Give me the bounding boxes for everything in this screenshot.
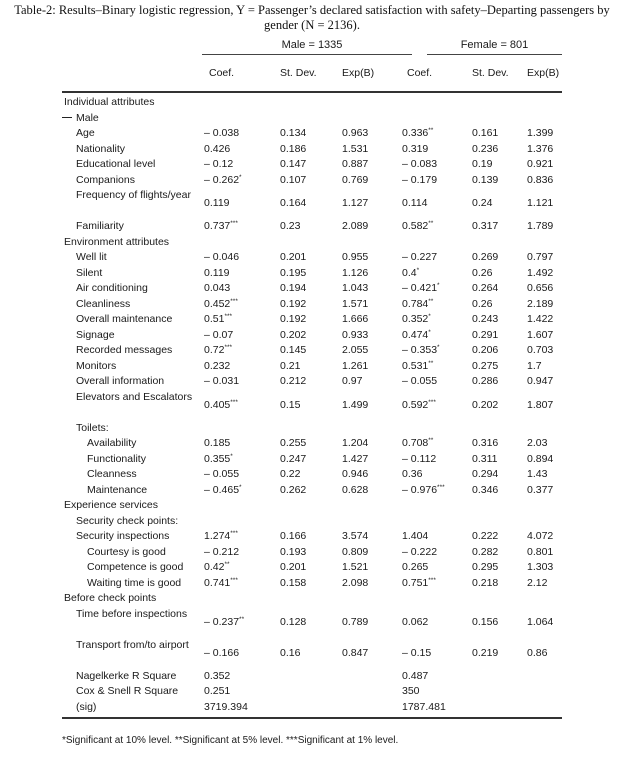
table-row bbox=[62, 591, 562, 607]
table-row bbox=[62, 235, 562, 251]
cell-male-expb: 0.847 bbox=[342, 646, 369, 659]
cell-female-coef: 0.487 bbox=[402, 669, 429, 682]
row-label: Nationality bbox=[76, 142, 126, 155]
table-row bbox=[62, 328, 562, 344]
row-label: Monitors bbox=[76, 359, 117, 372]
cell-female-expb: 1.807 bbox=[527, 398, 554, 411]
cell-male-expb: 0.628 bbox=[342, 483, 369, 496]
cell-male-stdev: 0.201 bbox=[280, 561, 307, 573]
cell-female-stdev: 0.139 bbox=[472, 173, 499, 186]
cell-male-coef: – 0.262* bbox=[204, 173, 242, 186]
cell-female-coef: – 0.227 bbox=[402, 251, 438, 263]
row-label: Overall information bbox=[76, 375, 165, 387]
cell-female-expb: 0.921 bbox=[527, 158, 554, 170]
cell-female-stdev: 0.275 bbox=[472, 359, 499, 372]
cell-male-coef: 0.043 bbox=[204, 282, 231, 294]
row-label: Recorded messages bbox=[76, 344, 173, 356]
cell-male-coef: 0.42** bbox=[204, 561, 230, 573]
cell-male-expb: 1.261 bbox=[342, 359, 369, 372]
cell-female-expb: 0.836 bbox=[527, 173, 554, 186]
table-row bbox=[62, 421, 562, 437]
table-row bbox=[62, 576, 562, 592]
cell-female-expb: 0.797 bbox=[527, 251, 554, 263]
cell-male-stdev: 0.186 bbox=[280, 142, 307, 155]
row-label: Toilets: bbox=[76, 421, 109, 434]
cell-female-stdev: 0.295 bbox=[472, 561, 499, 573]
table-row bbox=[62, 545, 562, 561]
cell-male-expb: 0.769 bbox=[342, 173, 369, 186]
cell-female-expb: 2.189 bbox=[527, 297, 554, 310]
row-label: Overall maintenance bbox=[76, 313, 173, 325]
cell-female-coef: 0.4* bbox=[402, 266, 420, 279]
row-label: Competence is good bbox=[87, 561, 184, 573]
row-label: Transport from/to airport bbox=[76, 638, 189, 651]
cell-male-stdev: 0.22 bbox=[280, 468, 301, 480]
cell-male-expb: 1.126 bbox=[342, 266, 369, 279]
cell-male-coef: 0.741*** bbox=[204, 576, 238, 589]
cell-female-stdev: 0.269 bbox=[472, 251, 499, 263]
table-row bbox=[62, 173, 562, 189]
cell-female-expb: 2.12 bbox=[527, 576, 548, 589]
table-row bbox=[62, 111, 562, 127]
cell-male-stdev: 0.164 bbox=[280, 197, 307, 209]
col-header-male-stdev: St. Dev. bbox=[280, 67, 317, 79]
cell-female-expb bbox=[62, 111, 72, 127]
cell-male-expb: 2.098 bbox=[342, 576, 369, 589]
cell-female-expb: 1.376 bbox=[527, 142, 554, 155]
cell-male-expb: 0.887 bbox=[342, 158, 369, 170]
row-label: Educational level bbox=[76, 158, 156, 170]
cell-male-expb: 1.427 bbox=[342, 452, 369, 465]
table-row bbox=[62, 560, 562, 576]
cell-female-stdev: 0.26 bbox=[472, 266, 493, 279]
cell-male-expb: 0.933 bbox=[342, 328, 369, 341]
cell-female-coef: – 0.083 bbox=[402, 158, 438, 170]
group-rule-male bbox=[202, 54, 412, 55]
cell-male-stdev: 0.202 bbox=[280, 328, 307, 341]
table-caption: Table-2: Results–Binary logistic regression, Y = Passenger’s declared satisfaction with safety–Departing passengers by gender (N = 2136). bbox=[14, 3, 610, 32]
cell-female-stdev: 0.218 bbox=[472, 576, 499, 589]
cell-male-expb: 1.204 bbox=[342, 437, 369, 449]
cell-female-expb: 0.894 bbox=[527, 452, 554, 465]
row-label: Environment attributes bbox=[64, 235, 170, 248]
cell-male-coef: – 0.046 bbox=[204, 251, 240, 263]
table-row bbox=[62, 607, 562, 638]
col-header-male-expb: Exp(B) bbox=[342, 67, 375, 79]
cell-male-coef: 0.232 bbox=[204, 359, 231, 372]
cell-female-coef: – 0.112 bbox=[402, 452, 437, 465]
row-label: Silent bbox=[76, 266, 103, 279]
footnote: *Significant at 10% level. **Significant at 5% level. ***Significant at 1% level. bbox=[62, 735, 399, 746]
row-label: Cox & Snell R Square bbox=[76, 685, 179, 697]
header-rule bbox=[62, 91, 562, 93]
table-row bbox=[62, 436, 562, 452]
cell-female-expb: 1.399 bbox=[527, 127, 554, 139]
row-label: Well lit bbox=[76, 251, 107, 263]
cell-male-coef: – 0.237** bbox=[204, 615, 245, 628]
table-row bbox=[62, 312, 562, 328]
cell-female-coef: – 0.15 bbox=[402, 646, 432, 659]
table-row bbox=[62, 250, 562, 266]
cell-male-stdev: 0.201 bbox=[280, 251, 307, 263]
cell-male-stdev: 0.262 bbox=[280, 483, 307, 496]
table-row bbox=[62, 188, 562, 219]
cell-male-expb: 0.946 bbox=[342, 468, 369, 480]
cell-male-expb: 0.963 bbox=[342, 127, 369, 139]
row-label: Cleanliness bbox=[76, 297, 131, 310]
cell-female-expb: 0.377 bbox=[527, 483, 554, 496]
cell-female-stdev: 0.206 bbox=[472, 344, 499, 356]
cell-male-expb: 1.531 bbox=[342, 142, 369, 155]
table-row bbox=[62, 638, 562, 669]
table-row bbox=[62, 452, 562, 468]
cell-female-stdev: 0.286 bbox=[472, 375, 499, 387]
cell-male-expb: 1.571 bbox=[342, 297, 369, 310]
cell-female-stdev: 0.294 bbox=[472, 468, 499, 480]
cell-female-coef: 0.336** bbox=[402, 127, 434, 139]
cell-male-coef: 0.251 bbox=[204, 685, 231, 697]
cell-male-stdev: 0.192 bbox=[280, 313, 307, 325]
cell-male-coef: 0.426 bbox=[204, 142, 231, 155]
row-label: Security inspections bbox=[76, 530, 170, 542]
cell-male-stdev: 0.147 bbox=[280, 158, 307, 170]
table-row bbox=[62, 467, 562, 483]
cell-female-expb: 0.947 bbox=[527, 375, 554, 387]
table-row bbox=[62, 95, 562, 111]
cell-female-expb: 0.86 bbox=[527, 646, 548, 659]
cell-female-coef: 0.531** bbox=[402, 359, 434, 372]
cell-female-expb: 1.121 bbox=[527, 197, 554, 209]
cell-female-expb: 1.789 bbox=[527, 220, 554, 232]
cell-female-coef: 1.404 bbox=[402, 530, 429, 542]
cell-female-coef: 0.582** bbox=[402, 220, 434, 232]
cell-male-expb: 0.955 bbox=[342, 251, 369, 263]
cell-male-coef: – 0.055 bbox=[204, 468, 240, 480]
row-label: Maintenance bbox=[87, 483, 148, 496]
cell-male-coef: – 0.07 bbox=[204, 328, 234, 341]
cell-male-stdev: 0.212 bbox=[280, 375, 307, 387]
col-header-male-coef: Coef. bbox=[209, 67, 235, 79]
cell-male-expb: 3.574 bbox=[342, 530, 369, 542]
cell-female-coef: – 0.976*** bbox=[402, 483, 445, 496]
cell-female-coef: 0.114 bbox=[402, 197, 428, 209]
cell-female-stdev: 0.26 bbox=[472, 297, 493, 310]
row-label: Familiarity bbox=[76, 220, 124, 232]
cell-male-stdev: 0.145 bbox=[280, 344, 307, 356]
cell-male-expb: 0.789 bbox=[342, 615, 369, 628]
cell-male-coef: 3719.394 bbox=[204, 700, 248, 713]
table-row bbox=[62, 390, 562, 421]
cell-female-coef: 0.474* bbox=[402, 328, 431, 341]
table-row bbox=[62, 126, 562, 142]
cell-female-stdev: 0.264 bbox=[472, 282, 499, 294]
row-label: Courtesy is good bbox=[87, 545, 166, 558]
row-label: Waiting time is good bbox=[87, 576, 182, 589]
cell-male-stdev: 0.195 bbox=[280, 266, 307, 279]
table-row bbox=[62, 483, 562, 499]
cell-female-expb: 4.072 bbox=[527, 530, 554, 542]
table-row bbox=[62, 266, 562, 282]
row-label: Experience services bbox=[64, 499, 158, 511]
cell-male-stdev: 0.134 bbox=[280, 127, 307, 139]
cell-male-stdev: 0.16 bbox=[280, 646, 301, 659]
row-label: (sig) bbox=[76, 700, 97, 713]
dash-mark bbox=[62, 117, 72, 118]
row-label: Cleanness bbox=[87, 468, 137, 480]
table-row bbox=[62, 359, 562, 375]
group-header-male: Male = 1335 bbox=[281, 39, 343, 51]
row-label: Frequency of flights/year bbox=[76, 189, 191, 201]
table-row bbox=[62, 684, 562, 700]
cell-female-stdev: 0.317 bbox=[472, 220, 499, 232]
cell-male-stdev: 0.15 bbox=[280, 398, 301, 411]
cell-male-stdev: 0.107 bbox=[280, 173, 307, 186]
cell-male-stdev: 0.158 bbox=[280, 576, 307, 589]
cell-female-expb: 1.43 bbox=[527, 468, 548, 480]
cell-male-stdev: 0.193 bbox=[280, 545, 307, 558]
table-row bbox=[62, 514, 562, 530]
cell-female-stdev: 0.236 bbox=[472, 142, 499, 155]
table-row bbox=[62, 219, 562, 235]
cell-male-coef: 0.185 bbox=[204, 437, 231, 449]
cell-female-stdev: 0.156 bbox=[472, 615, 499, 628]
table-row bbox=[62, 142, 562, 158]
cell-male-stdev: 0.128 bbox=[280, 615, 307, 628]
cell-female-coef: – 0.222 bbox=[402, 545, 438, 558]
cell-male-stdev: 0.166 bbox=[280, 530, 307, 542]
cell-female-coef: – 0.421* bbox=[402, 282, 440, 294]
cell-female-expb: 0.656 bbox=[527, 282, 554, 294]
row-label: Nagelkerke R Square bbox=[76, 669, 177, 682]
cell-female-stdev: 0.316 bbox=[472, 437, 499, 449]
cell-male-coef: – 0.031 bbox=[204, 375, 240, 387]
cell-female-stdev: 0.219 bbox=[472, 646, 499, 659]
table-row bbox=[62, 281, 562, 297]
cell-male-stdev: 0.247 bbox=[280, 452, 307, 465]
cell-female-expb: 0.801 bbox=[527, 545, 554, 558]
table-row bbox=[62, 343, 562, 359]
cell-female-stdev: 0.24 bbox=[472, 197, 493, 209]
cell-male-coef: – 0.212 bbox=[204, 545, 240, 558]
cell-female-expb: 1.607 bbox=[527, 328, 554, 341]
cell-male-coef: 0.355* bbox=[204, 452, 233, 465]
cell-female-coef: 0.784** bbox=[402, 297, 434, 310]
cell-male-expb: 0.809 bbox=[342, 545, 369, 558]
cell-male-expb: 2.089 bbox=[342, 220, 369, 232]
table-row bbox=[62, 498, 562, 514]
cell-male-coef: 0.72*** bbox=[204, 344, 233, 356]
cell-female-expb: 2.03 bbox=[527, 437, 548, 449]
cell-male-stdev: 0.23 bbox=[280, 220, 301, 232]
cell-female-stdev: 0.161 bbox=[472, 127, 499, 139]
cell-male-coef: – 0.465* bbox=[204, 483, 242, 496]
cell-female-stdev: 0.346 bbox=[472, 483, 499, 496]
cell-male-coef: 0.352 bbox=[204, 669, 231, 682]
cell-male-coef: 0.51*** bbox=[204, 313, 233, 325]
cell-male-stdev: 0.255 bbox=[280, 437, 307, 449]
col-header-female-stdev: St. Dev. bbox=[472, 67, 509, 79]
cell-female-coef: 0.352* bbox=[402, 313, 431, 325]
table-row bbox=[62, 157, 562, 173]
row-label: Availability bbox=[87, 437, 137, 449]
cell-male-coef: 0.119 bbox=[204, 266, 230, 279]
row-label: Security check points: bbox=[76, 514, 179, 527]
cell-male-coef: – 0.12 bbox=[204, 158, 234, 170]
cell-male-expb: 2.055 bbox=[342, 344, 369, 356]
cell-female-expb: 1.492 bbox=[527, 266, 554, 279]
cell-female-expb: 1.422 bbox=[527, 313, 554, 325]
col-header-female-expb: Exp(B) bbox=[527, 67, 560, 79]
cell-female-stdev: 0.291 bbox=[472, 328, 499, 341]
cell-male-expb: 1.127 bbox=[342, 197, 369, 209]
cell-female-coef: 0.708** bbox=[402, 437, 434, 449]
table-row bbox=[62, 297, 562, 313]
row-label: Individual attributes bbox=[64, 96, 155, 108]
cell-male-coef: 1.274*** bbox=[204, 530, 238, 542]
cell-male-stdev: 0.21 bbox=[280, 359, 301, 372]
row-label: Air conditioning bbox=[76, 282, 148, 294]
cell-female-coef: 0.751*** bbox=[402, 576, 436, 589]
row-label: Male bbox=[76, 111, 99, 124]
cell-male-coef: 0.119 bbox=[204, 197, 230, 209]
cell-male-coef: 0.405*** bbox=[204, 398, 238, 411]
cell-female-coef: 0.062 bbox=[402, 615, 429, 628]
row-label: Elevators and Escalators bbox=[76, 390, 193, 403]
cell-male-coef: – 0.166 bbox=[204, 646, 240, 659]
cell-male-coef: – 0.038 bbox=[204, 127, 240, 139]
cell-female-coef: 350 bbox=[402, 685, 420, 697]
row-label: Companions bbox=[76, 173, 135, 186]
cell-female-coef: 0.319 bbox=[402, 142, 429, 155]
table-row bbox=[62, 529, 562, 545]
row-label: Signage bbox=[76, 328, 115, 341]
cell-male-expb: 0.97 bbox=[342, 375, 363, 387]
cell-male-expb: 1.499 bbox=[342, 398, 369, 411]
cell-male-stdev: 0.194 bbox=[280, 282, 307, 294]
cell-female-coef: – 0.353* bbox=[402, 344, 440, 356]
cell-male-expb: 1.666 bbox=[342, 313, 369, 325]
cell-female-coef: 1787.481 bbox=[402, 700, 446, 713]
cell-female-stdev: 0.282 bbox=[472, 545, 499, 558]
cell-female-coef: 0.265 bbox=[402, 561, 429, 573]
cell-female-coef: 0.36 bbox=[402, 468, 423, 480]
cell-female-expb: 1.303 bbox=[527, 561, 554, 573]
cell-female-expb: 1.7 bbox=[527, 359, 542, 372]
cell-female-stdev: 0.222 bbox=[472, 530, 499, 542]
row-label: Age bbox=[76, 127, 95, 139]
bottom-rule bbox=[62, 717, 562, 719]
cell-female-coef: – 0.055 bbox=[402, 375, 438, 387]
cell-male-expb: 1.043 bbox=[342, 282, 369, 294]
cell-female-coef: 0.592*** bbox=[402, 398, 436, 411]
group-rule-female bbox=[427, 54, 562, 55]
table-row bbox=[62, 374, 562, 390]
cell-female-expb: 1.064 bbox=[527, 615, 554, 628]
group-header-female: Female = 801 bbox=[460, 39, 529, 51]
cell-female-stdev: 0.202 bbox=[472, 398, 499, 411]
col-header-female-coef: Coef. bbox=[407, 67, 433, 79]
row-label: Functionality bbox=[87, 452, 146, 465]
cell-female-coef: – 0.179 bbox=[402, 173, 438, 186]
cell-female-stdev: 0.311 bbox=[472, 452, 498, 465]
cell-male-coef: 0.737*** bbox=[204, 220, 238, 232]
cell-male-coef: 0.452*** bbox=[204, 297, 238, 310]
cell-female-stdev: 0.19 bbox=[472, 158, 493, 170]
table-row bbox=[62, 669, 562, 685]
cell-male-stdev: 0.192 bbox=[280, 297, 307, 310]
row-label: Before check points bbox=[64, 592, 157, 604]
row-label: Time before inspections bbox=[76, 607, 188, 620]
table-body bbox=[62, 95, 562, 715]
table-row bbox=[62, 700, 562, 716]
cell-male-expb: 1.521 bbox=[342, 561, 369, 573]
cell-female-expb: 0.703 bbox=[527, 344, 554, 356]
cell-female-stdev: 0.243 bbox=[472, 313, 499, 325]
